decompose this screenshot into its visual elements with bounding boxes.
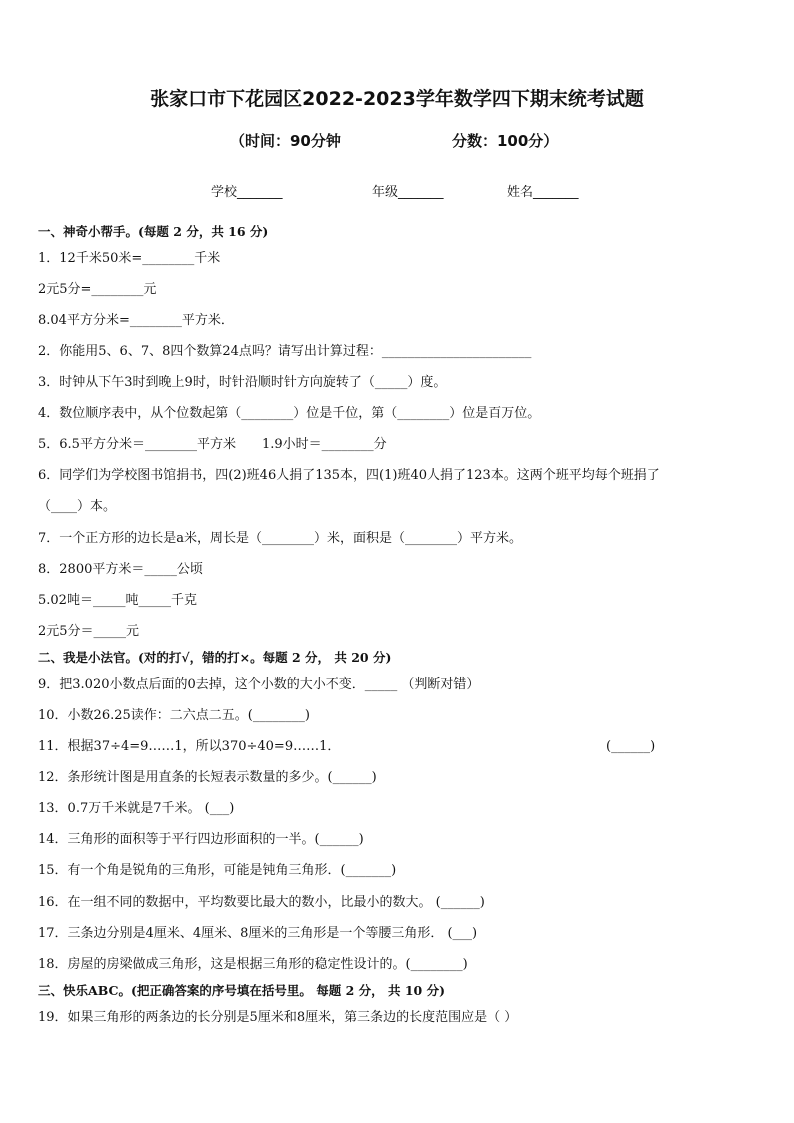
question-line: 15．有一个角是锐角的三角形，可能是钝角三角形．(_______) [38, 863, 397, 878]
question-line: 17．三条边分别是4厘米、4厘米、8厘米的三角形是一个等腰三角形． (___) [38, 926, 478, 941]
question-line: 13．0.7万千米就是7千米。 (___) [38, 801, 235, 816]
question-line: （____）本。 [38, 499, 117, 514]
section-2-heading: 二、我是小法官。(对的打√，错的打×。每题 2 分， 共 20 分) [38, 650, 392, 665]
question-line: 7．一个正方形的边长是a米，周长是（________）米，面积是（________）平方米。 [38, 531, 523, 546]
section-1-heading: 一、神奇小帮手。(每题 2 分，共 16 分) [38, 224, 269, 239]
question-line: 14．三角形的面积等于平行四边形面积的一半。(______) [38, 832, 364, 847]
section-3-heading: 三、快乐ABC。(把正确答案的序号填在括号里。 每题 2 分， 共 10 分) [38, 983, 445, 998]
question-line: 9．把3.020小数点后面的0去掉，这个小数的大小不变．_____ （判断对错） [38, 677, 480, 692]
question-line: 2．你能用5、6、7、8四个数算24点吗？请写出计算过程：_______________________ [38, 344, 532, 359]
question-line: 19．如果三角形的两条边的长分别是5厘米和8厘米，第三条边的长度范围应是（ ） [38, 1010, 518, 1025]
question-line: 2元5分＝_____元 [38, 624, 140, 639]
question-line: 5．6.5平方分米＝________平方米 1.9小时＝________分 [38, 437, 387, 452]
exam-time: （时间：90分钟 [230, 132, 341, 150]
question-line: 8．2800平方米＝_____公顷 [38, 562, 203, 577]
question-line: 4．数位顺序表中，从个位数起第（________）位是千位，第（________）位是百万位。 [38, 406, 541, 421]
question-line: 11．根据37÷4=9……1，所以370÷40=9……1． [38, 739, 341, 754]
question-line: 1．12千米50米=________千米 [38, 251, 221, 266]
question-line: 8.04平方分米=________平方米． [38, 313, 234, 328]
name-field[interactable]: 姓名_______ [507, 185, 579, 200]
exam-score: 分数：100分） [452, 132, 559, 150]
question-line: 12．条形统计图是用直条的长短表示数量的多少。(______) [38, 770, 377, 785]
question-line: 6．同学们为学校图书馆捐书，四(2)班46人捐了135本，四(1)班40人捐了123本。这两个班平均每个班捐了 [38, 468, 660, 483]
question-line: 18．房屋的房梁做成三角形，这是根据三角形的稳定性设计的。(________) [38, 957, 468, 972]
question-line: 16．在一组不同的数据中，平均数要比最大的数小，比最小的数大。 (______) [38, 895, 485, 910]
question-line: 3．时钟从下午3时到晚上9时，时针沿顺时针方向旋转了（_____）度。 [38, 375, 447, 390]
school-field[interactable]: 学校_______ [211, 185, 283, 200]
question-line: 5.02吨＝_____吨_____千克 [38, 593, 197, 608]
question-line: 10．小数26.25读作：二六点二五。(________) [38, 708, 310, 723]
question-line: 2元5分=________元 [38, 282, 157, 297]
grade-field[interactable]: 年级_______ [372, 185, 444, 200]
page-title: 张家口市下花园区2022-2023学年数学四下期末统考试题 [150, 88, 644, 110]
answer-blank[interactable]: (______) [606, 739, 656, 754]
